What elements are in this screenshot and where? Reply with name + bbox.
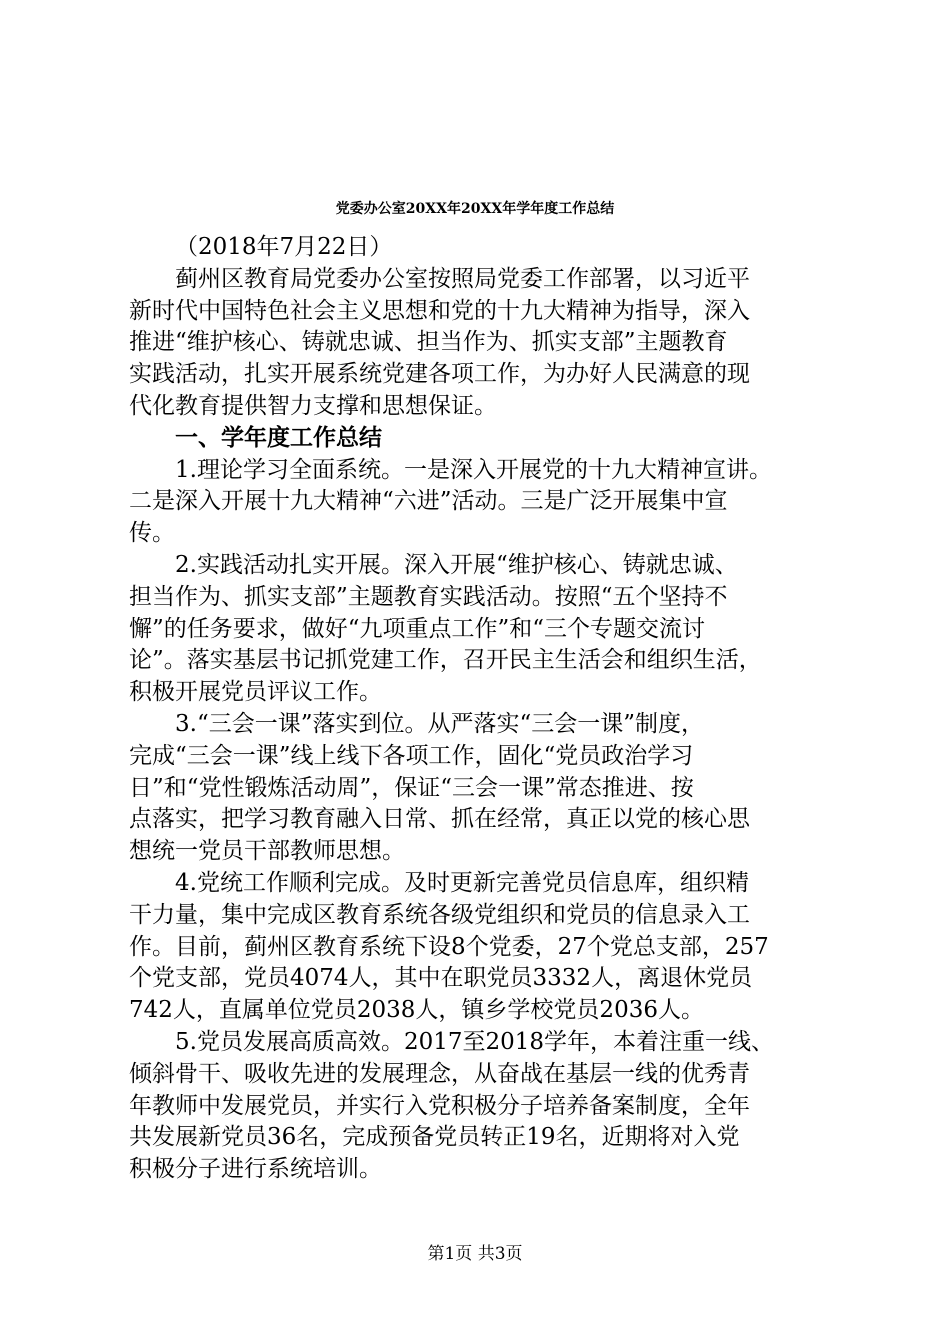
paragraph-line: 完成“三会一课”线上线下各项工作，固化“党员政治学习: [129, 742, 694, 769]
paragraph-line: 积极开展党员评议工作。: [129, 679, 382, 706]
paragraph-line: 倾斜骨干、吸收先进的发展理念，从奋战在基层一线的优秀青: [129, 1060, 750, 1087]
page-number-footer: 第1页 共3页: [427, 1244, 523, 1264]
paragraph-line: 3.“三会一课”落实到位。从严落实“三会一课”制度，: [175, 710, 704, 737]
section-heading: 一、学年度工作总结: [175, 424, 382, 451]
paragraph-line: 5.党员发展高质高效。2017至2018学年，本着注重一线、: [175, 1028, 775, 1055]
paragraph-line: 代化教育提供智力支撑和思想保证。: [129, 392, 497, 419]
paragraph-line: 论”。落实基层书记抓党建工作，召开民主生活会和组织生活，: [129, 647, 762, 674]
date-line: （2018年7月22日）: [175, 234, 393, 260]
paragraph-line: 实践活动，扎实开展系统党建各项工作，为办好人民满意的现: [129, 361, 750, 388]
paragraph-line: 个党支部，党员4074人，其中在职党员3332人，离退休党员: [129, 965, 753, 992]
paragraph-line: 4.党统工作顺利完成。及时更新完善党员信息库，组织精: [175, 869, 749, 896]
document-body: [129, 232, 829, 1186]
paragraph-line: 点落实，把学习教育融入日常、抓在经常，真正以党的核心思: [129, 806, 750, 833]
paragraph-line: 共发展新党员36名，完成预备党员转正19名，近期将对入党: [129, 1124, 740, 1151]
paragraph-line: 懈”的任务要求，做好“九项重点工作”和“三个专题交流讨: [129, 615, 706, 642]
paragraph-line: 传。: [129, 520, 175, 547]
paragraph-line: 二是深入开展十九大精神“六进”活动。三是广泛开展集中宣: [129, 488, 728, 515]
paragraph-line: 742人，直属单位党员2038人，镇乡学校党员2036人。: [129, 997, 704, 1024]
paragraph-line: 蓟州区教育局党委办公室按照局党委工作部署，以习近平: [175, 265, 750, 292]
paragraph-line: 日”和“党性锻炼活动周”，保证“三会一课”常态推进、按: [129, 774, 694, 801]
document-title: 党委办公室20XX年20XX年学年度工作总结: [335, 201, 615, 217]
paragraph-line: 1.理论学习全面系统。一是深入开展党的十九大精神宣讲。: [175, 456, 772, 483]
paragraph-line: 担当作为、抓实支部”主题教育实践活动。按照“五个坚持不: [129, 583, 728, 610]
paragraph-line: 干力量，集中完成区教育系统各级党组织和党员的信息录入工: [129, 901, 750, 928]
paragraph-line: 作。目前，蓟州区教育系统下设8个党委，27个党总支部，257: [129, 933, 769, 960]
paragraph-line: 2.实践活动扎实开展。深入开展“维护核心、铸就忠诚、: [175, 551, 738, 578]
paragraph-line: 年教师中发展党员，并实行入党积极分子培养备案制度，全年: [129, 1092, 750, 1119]
paragraph-line: 推进“维护核心、铸就忠诚、担当作为、抓实支部”主题教育: [129, 329, 728, 356]
paragraph-line: 想统一党员干部教师思想。: [129, 838, 405, 865]
paragraph-line: 新时代中国特色社会主义思想和党的十九大精神为指导，深入: [129, 297, 750, 324]
paragraph-line: 积极分子进行系统培训。: [129, 1156, 382, 1183]
